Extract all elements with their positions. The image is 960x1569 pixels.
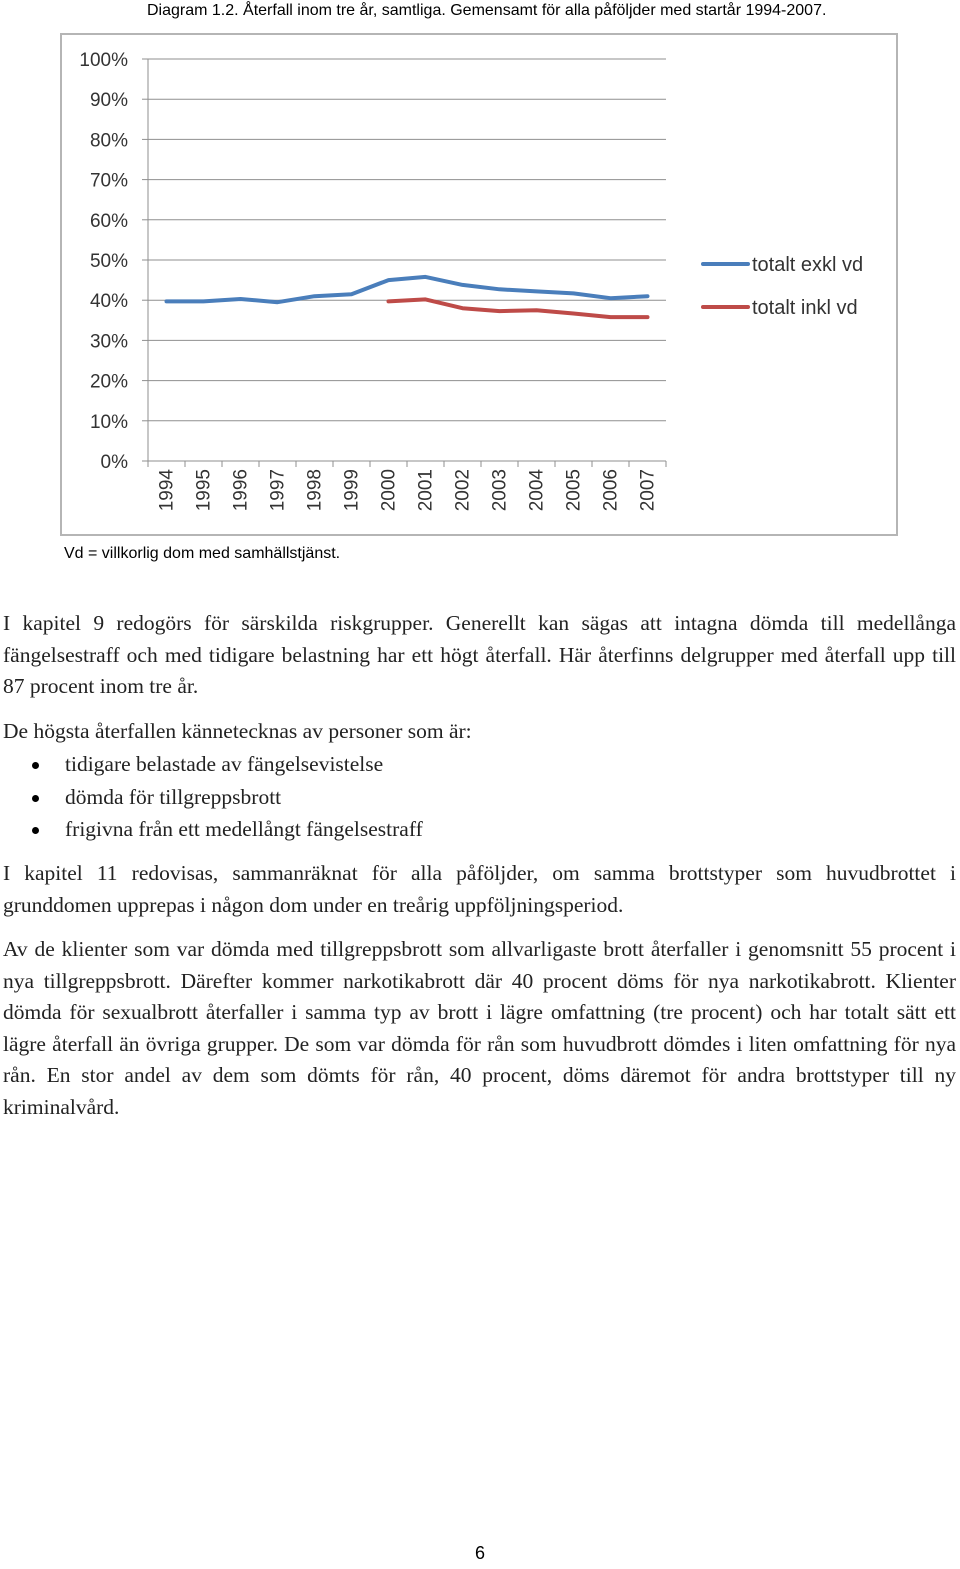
- series-lines: [167, 277, 648, 317]
- series-line-2: [389, 299, 648, 317]
- y-tick-label: 70%: [89, 170, 128, 192]
- axes: [142, 59, 666, 467]
- y-tick-labels: [79, 50, 128, 473]
- x-tick-label: 2002: [452, 469, 474, 512]
- chart-footnote: Vd = villkorlig dom med samhällstjänst.: [64, 545, 341, 562]
- chart-frame: [60, 33, 898, 536]
- x-tick-label: 1996: [230, 469, 252, 512]
- x-tick-label: 1998: [304, 469, 326, 512]
- y-tick-label: 30%: [89, 331, 128, 353]
- x-tick-label: 1994: [156, 469, 178, 512]
- bullet-icon: [32, 762, 39, 769]
- x-tick-label: 2004: [526, 469, 548, 512]
- x-tick-label: 2003: [489, 469, 511, 512]
- legend: [703, 254, 863, 319]
- x-tick-label: 2006: [600, 469, 622, 512]
- x-tick-label: 2007: [637, 469, 659, 512]
- list-item: [0, 813, 423, 846]
- y-tick-label: 40%: [89, 291, 128, 313]
- x-tick-label: 1999: [341, 469, 363, 512]
- recidivism-line-chart: [60, 33, 898, 536]
- y-tick-label: 20%: [89, 371, 128, 393]
- y-tick-label: 50%: [89, 251, 128, 272]
- list-item-text: tidigare belastade av fängelsevistelse: [65, 752, 384, 776]
- figure-caption: Diagram 1.2. Återfall inom tre år, samtliga. Gemensamt för alla påföljder med startår 1994-2007.: [147, 2, 827, 19]
- y-tick-label: 0%: [100, 452, 128, 473]
- paragraph-crime-types: Av de klienter som var dömda med tillgreppsbrott som allvarligaste brott återfaller i genomsnitt 55 procent i nya tillgreppsbrott. Därefter kommer narkotikabrott där 40 procent döms för nya narkotikabrott. Klienter dömda för sexualbrott återfaller i samma typ av brott i lägre omfattning (tre procent) och har totalt sätt ett lägre återfall än övriga grupper. De som var dömda för rån som huvudbrott dömdes i liten omfattning för nya rån. En stor andel av dem som dömts för rån, 40 procent, döms däremot för andra brottstyper till ny kriminalvård.: [3, 937, 956, 1119]
- bullet-list: [0, 748, 423, 846]
- x-tick-label: 1995: [193, 469, 215, 512]
- list-item-text: dömda för tillgreppsbrott: [65, 784, 282, 809]
- x-tick-label: 2001: [415, 469, 437, 512]
- legend-label: totalt exkl vd: [752, 254, 864, 276]
- list-item: [0, 781, 423, 814]
- y-tick-label: 100%: [79, 50, 128, 71]
- list-item: [0, 748, 423, 781]
- legend-label: totalt inkl vd: [752, 297, 858, 319]
- y-tick-label: 90%: [89, 90, 128, 112]
- paragraph-chapter-11: I kapitel 11 redovisas, sammanräknat för alla påföljder, om samma brottstyper som huvudbrottet i grunddomen upprepas i någon dom under en treårig uppföljningsperiod.: [3, 861, 956, 917]
- paragraph-highest-recidivism: De högsta återfallen kännetecknas av personer som är:: [3, 719, 472, 743]
- list-item-text: frigivna från ett medellångt fängelsestraff: [65, 817, 423, 841]
- bullet-icon: [32, 827, 39, 834]
- y-tick-label: 60%: [89, 210, 128, 232]
- y-tick-label: 10%: [89, 411, 128, 433]
- paragraph-riskgroups: I kapitel 9 redogörs för särskilda riskgrupper. Generellt kan sägas att intagna dömda till medellånga fängelsestraff och med tidigare belastning har ett högt återfall. Här återfinns delgrupper med återfall upp till 87 procent inom tre år.: [3, 611, 956, 698]
- x-tick-label: 1997: [267, 469, 289, 512]
- gridlines: [148, 59, 666, 421]
- page-number: 6: [474, 1543, 485, 1563]
- y-tick-label: 80%: [89, 130, 128, 152]
- x-tick-label: 2000: [378, 469, 400, 512]
- x-tick-labels: [157, 469, 659, 512]
- bullet-icon: [32, 795, 39, 802]
- x-tick-label: 2005: [563, 469, 585, 512]
